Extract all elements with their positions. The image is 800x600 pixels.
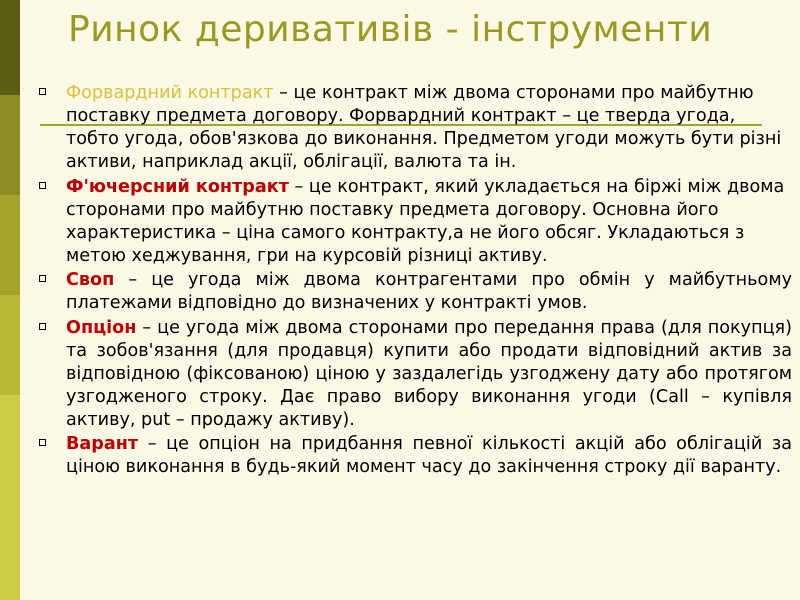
square-bullet-icon <box>39 88 46 95</box>
definition-futures: – це контракт, який укладається на біржі між двома сторонами про майбутню поставку предмета договору. Основна його характеристика – ціна самого контракту,а не його обсяг. Укладаються з метою хеджування, гри на курсовій різниці активу. <box>66 176 785 266</box>
square-bullet-icon <box>39 323 46 330</box>
sidebar-segment <box>0 195 20 295</box>
definition-option: – це угода між двома сторонами про передання права (для покупця) та зобов'язання (для продавця) купити або продати відповідний актив за відповідною (фіксованою) ціною у заздалегідь узгоджену дату або протягом узгодженого строку. Дає право вибору виконання угоди (Call – купівля активу, put – продажу активу). <box>66 317 792 430</box>
list-item-swap <box>30 269 792 315</box>
list-item-option <box>30 317 792 432</box>
list-item-futures <box>30 176 792 268</box>
sidebar-segment <box>0 0 20 95</box>
slide-title: Ринок деривативів - інструменти <box>68 9 713 50</box>
list-item-forward <box>30 82 792 174</box>
square-bullet-icon <box>39 275 46 282</box>
square-bullet-icon <box>39 439 46 446</box>
sidebar-segment <box>0 395 20 600</box>
square-bullet-icon <box>39 182 46 189</box>
definition-forward: – це контракт між двома сторонами про майбутню поставку предмета договору. Форвардний контракт – це тверда угода, тобто угода, обов'язкова до виконання. Предметом угоди можуть бути різні активи, наприклад акції, облігації, валюта та ін. <box>66 83 782 172</box>
list-item-warrant <box>30 433 792 479</box>
term-forward: Форвардний контракт <box>66 83 274 103</box>
sidebar-segment <box>0 295 20 395</box>
sidebar-segment <box>0 95 20 195</box>
term-futures: Ф'ючерсний контракт <box>66 176 289 197</box>
term-warrant: Варант <box>66 434 139 454</box>
term-swap: Своп <box>66 270 115 290</box>
definition-warrant: – це опціон на придбання певної кількості акцій або облігацій за ціною виконання в будь-який момент часу до закінчення строку дії варанту. <box>66 434 792 477</box>
decorative-sidebar <box>0 0 20 600</box>
term-option: Опціон <box>66 317 137 338</box>
bullet-list <box>30 82 792 481</box>
definition-swap: – це угода між двома контрагентами про обмін у майбутньому платежами відповідно до визначених у контракті умов. <box>66 270 792 313</box>
